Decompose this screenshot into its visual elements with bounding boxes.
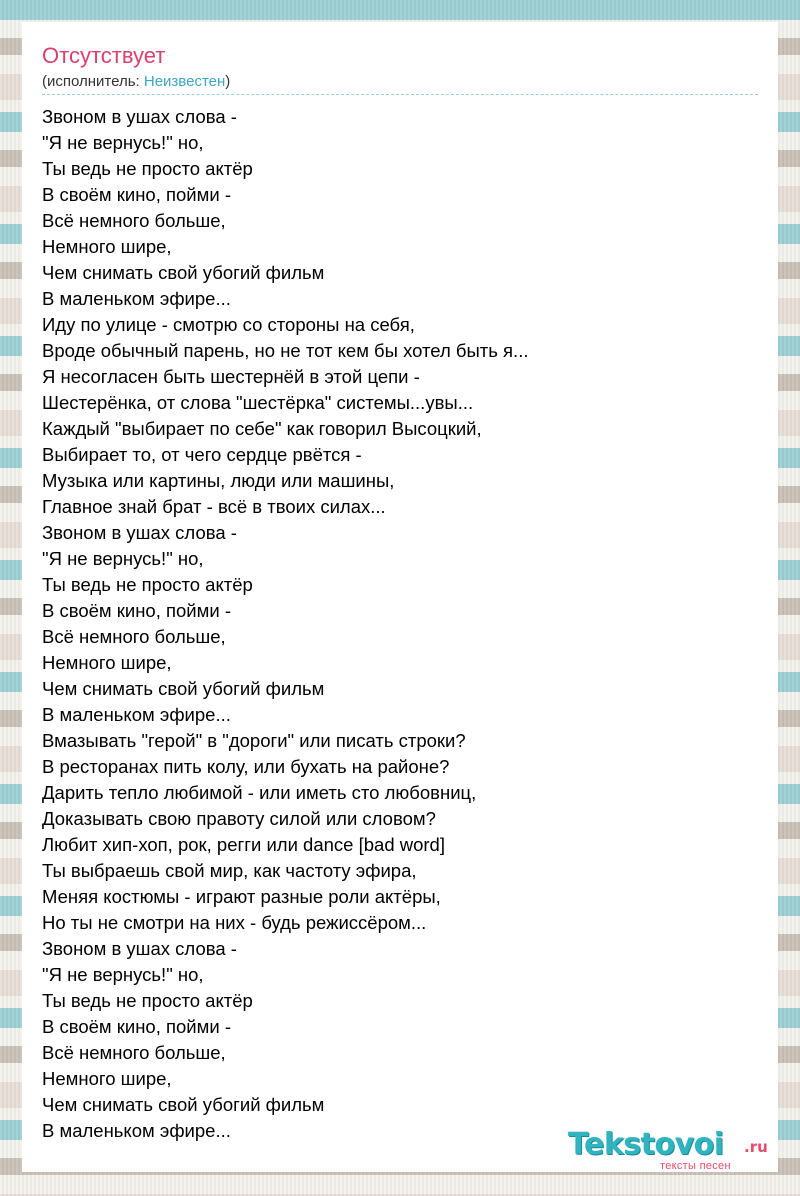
lyric-line: Шестерёнка, от слова "шестёрка" системы...увы... [42,392,474,413]
lyric-line: Ты выбраешь свой мир, как частоту эфира, [42,860,417,881]
lyric-line: Меняя костюмы - играют разные роли актёры, [42,886,441,907]
lyric-line: Немного шире, [42,236,172,257]
lyric-line: Вроде обычный парень, но не тот кем бы хотел быть я... [42,340,529,361]
lyric-line: В своём кино, пойми - [42,600,231,621]
lyric-line: "Я не вернусь!" но, [42,548,204,569]
lyric-line: Каждый "выбирает по себе" как говорил Высоцкий, [42,418,482,439]
lyric-line: В маленьком эфире... [42,288,231,309]
logo-tagline: тексты песен [660,1160,731,1172]
lyric-line: Звоном в ушах слова - [42,106,237,127]
lyric-line: Иду по улице - смотрю со стороны на себя, [42,314,415,335]
artist-line [42,72,230,92]
lyric-line: Ты ведь не просто актёр [42,158,253,179]
lyric-line: Чем снимать свой убогий фильм [42,678,325,699]
lyric-line: Главное знай брат - всё в твоих силах... [42,496,386,517]
lyric-line: Дарить тепло любимой - или иметь сто любовниц, [42,782,477,803]
lyric-line: Доказывать свою правоту силой или словом? [42,808,436,829]
lyric-line: В своём кино, пойми - [42,1016,231,1037]
lyrics-card [22,22,778,1172]
lyric-line: Всё немного больше, [42,626,226,647]
lyric-line: "Я не вернусь!" но, [42,132,204,153]
song-title: Отсутствует [42,43,166,68]
lyric-line: Я несогласен быть шестернёй в этой цепи - [42,366,420,387]
logo-tld: .ru [744,1138,768,1156]
lyric-line: Всё немного больше, [42,210,226,231]
lyric-line: В маленьком эфире... [42,704,231,725]
lyric-line: Но ты не смотри на них - будь режиссёром... [42,912,427,933]
lyric-line: Звоном в ушах слова - [42,938,237,959]
header-divider [42,94,758,95]
artist-link[interactable]: Неизвестен [143,73,226,90]
lyric-line: Любит хип-хоп, рок, регги или dance [bad word] [42,834,445,855]
lyric-line: Выбирает то, от чего сердце рвётся - [42,444,362,465]
artist-suffix: ) [225,73,231,90]
lyric-line: Немного шире, [42,652,172,673]
lyric-line: Ты ведь не просто актёр [42,574,253,595]
lyric-line: В ресторанах пить колу, или бухать на районе? [42,756,450,777]
lyric-line: Звоном в ушах слова - [42,522,237,543]
site-logo[interactable] [568,1127,778,1172]
lyric-line: В своём кино, пойми - [42,184,231,205]
lyrics-text [42,104,528,1144]
artist-prefix: (исполнитель: [42,73,144,90]
lyric-line: Чем снимать свой убогий фильм [42,262,325,283]
logo-wordmark: Tekstovoi [568,1127,724,1162]
lyric-line: В маленьком эфире... [42,1120,231,1141]
lyric-line: Вмазывать "герой" в "дороги" или писать строки? [42,730,466,751]
lyric-line: "Я не вернусь!" но, [42,964,204,985]
lyric-line: Чем снимать свой убогий фильм [42,1094,325,1115]
lyric-line: Музыка или картины, люди или машины, [42,470,395,491]
lyric-line: Немного шире, [42,1068,172,1089]
lyric-line: Всё немного больше, [42,1042,226,1063]
lyric-line: Ты ведь не просто актёр [42,990,253,1011]
